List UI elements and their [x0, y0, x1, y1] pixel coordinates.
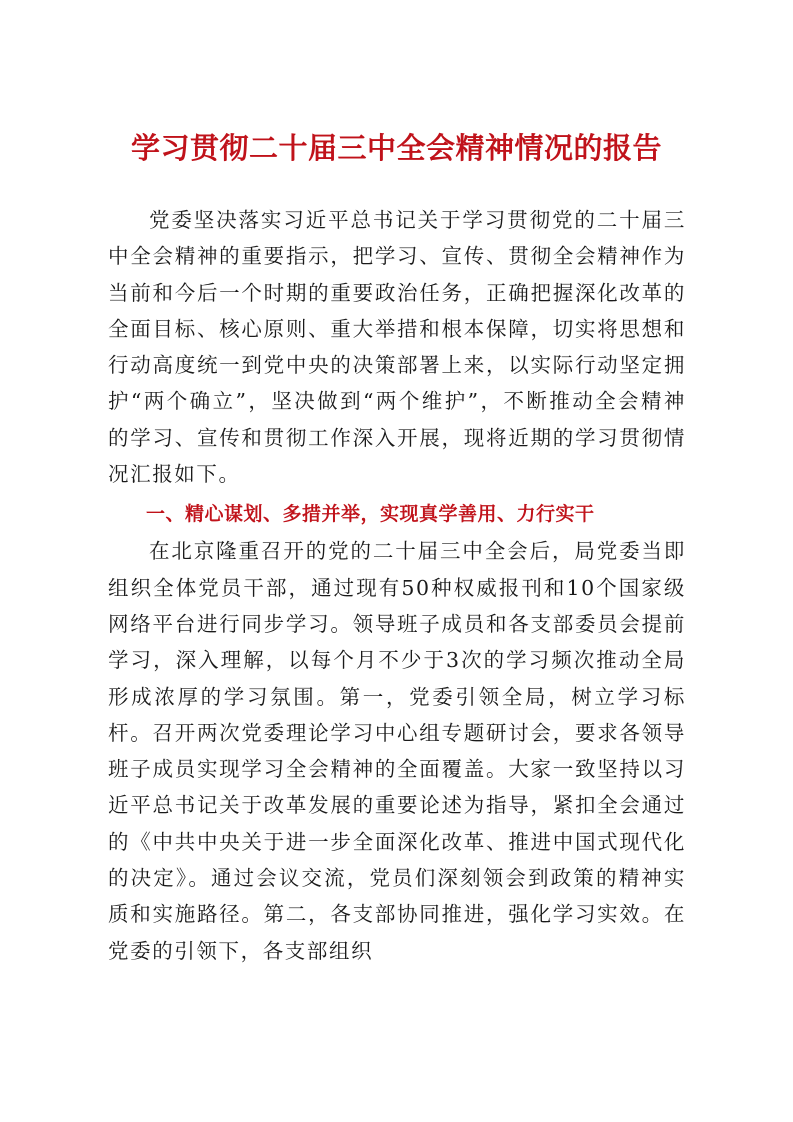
document-title: 学习贯彻二十届三中全会精神情况的报告	[130, 131, 662, 165]
section-1-heading: 一、精心谋划、多措并举，实现真学善用、力行实干	[146, 503, 595, 526]
document-body	[108, 202, 686, 969]
intro-paragraph: 党委坚决落实习近平总书记关于学习贯彻党的二十届三中全会精神的重要指示，把学习、宣传、贯彻全会精神作为当前和今后一个时期的重要政治任务，正确把握深化改革的全面目标、核心原则、重大举措和根本保障，切实将思想和行动高度统一到党中央的决策部署上来，以实际行动坚定拥护“两个确立”，坚决做到“两个维护”，不断推动全会精神的学习、宣传和贯彻工作深入开展，现将近期的学习贯彻情况汇报如下。	[108, 208, 686, 487]
section-1-paragraph: 在北京隆重召开的党的二十届三中全会后，局党委当即组织全体党员干部，通过现有50种权威报刊和10个国家级网络平台进行同步学习。领导班子成员和各支部委员会提前学习，深入理解，以每个月不少于3次的学习频次推动全局形成浓厚的学习氛围。第一，党委引领全局，树立学习标杆。召开两次党委理论学习中心组专题研讨会，要求各领导班子成员实现学习全会精神的全面覆盖。大家一致坚持以习近平总书记关于改革发展的重要论述为指导，紧扣全会通过的《中共中央关于进一步全面深化改革、推进中国式现代化的决定》。通过会议交流，党员们深刻领会到政策的精神实质和实施路径。第二，各支部协同推进，强化学习实效。在党委的引领下，各支部组织	[108, 539, 686, 963]
